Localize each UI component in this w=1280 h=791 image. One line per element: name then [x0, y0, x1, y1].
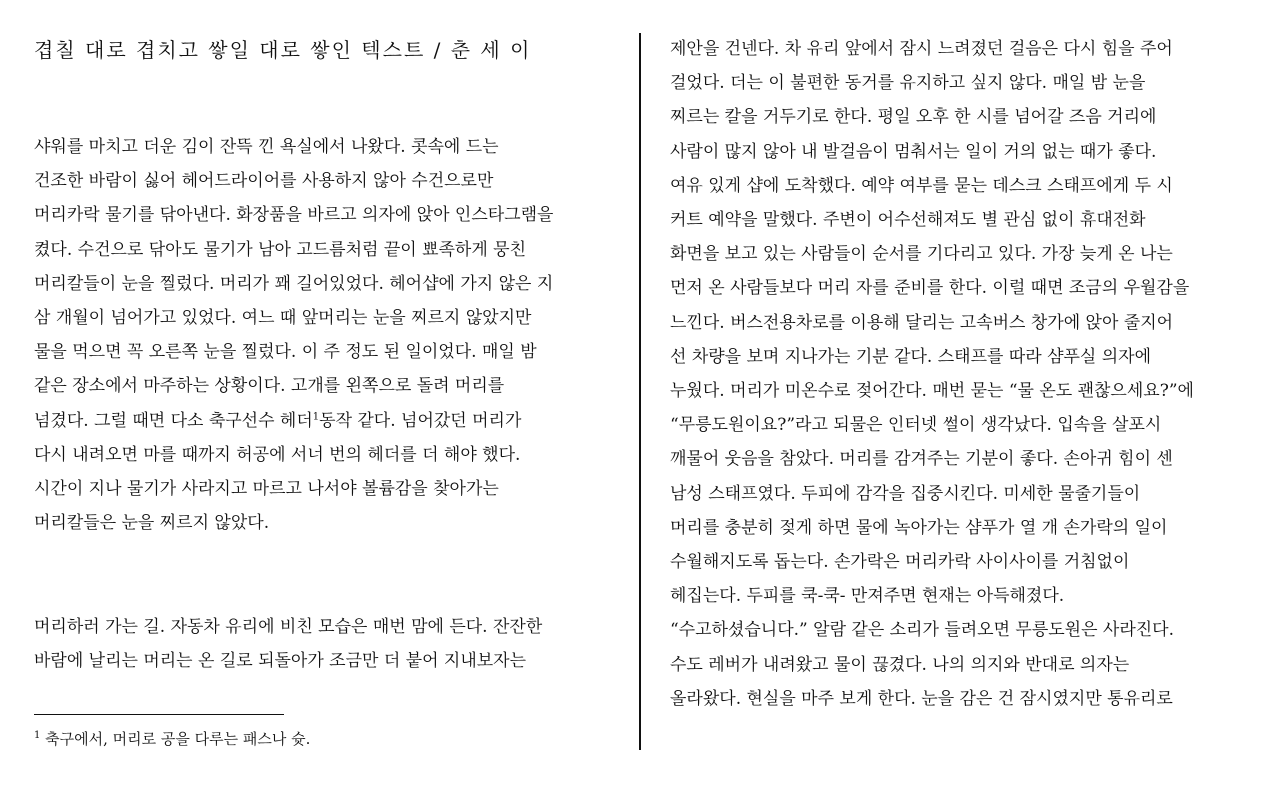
text-line: 머리카락 물기를 닦아낸다. 화장품을 바르고 의자에 앉아 인스타그램을: [34, 205, 554, 226]
text-segment: 넘겼다. 그럴 때면 다소 축구선수 헤더: [34, 410, 313, 431]
text-line: 화면을 보고 있는 사람들이 순서를 기다리고 있다. 가장 늦게 온 나는: [670, 244, 1173, 265]
footnote: [34, 728, 310, 749]
text-line: 같은 장소에서 마주하는 상황이다. 고개를 왼쪽으로 돌려 머리를: [34, 376, 505, 397]
text-line: 머리를 충분히 젖게 하면 물에 녹아가는 샴푸가 열 개 손가락의 일이: [670, 517, 1168, 538]
text-line: 사람이 많지 않아 내 발걸음이 멈춰서는 일이 거의 없는 때가 좋다.: [670, 141, 1157, 162]
text-line: 헤집는다. 두피를 쿡-쿡- 만져주면 현재는 아득해졌다.: [670, 586, 1065, 607]
text-line: 여유 있게 샵에 도착했다. 예약 여부를 묻는 데스크 스태프에게 두 시: [670, 175, 1173, 196]
text-line: 제안을 건넨다. 차 유리 앞에서 잠시 느려졌던 걸음은 다시 힘을 주어: [670, 39, 1173, 59]
text-line: 수도 레버가 내려왔고 물이 끊겼다. 나의 의지와 반대로 의자는: [670, 654, 1130, 675]
text-line: 올라왔다. 현실을 마주 보게 한다. 눈을 감은 건 잠시였지만 통유리로: [670, 688, 1173, 709]
text-line: 머리하러 가는 길. 자동차 유리에 비친 모습은 매번 맘에 든다. 잔잔한: [34, 617, 543, 637]
text-line: 남성 스태프였다. 두피에 감각을 집중시킨다. 미세한 물줄기들이: [670, 483, 1141, 504]
footnote-separator: [34, 714, 284, 715]
text-line: 다시 내려오면 마를 때까지 허공에 서너 번의 헤더를 더 해야 했다.: [34, 444, 521, 465]
text-line: 머리칼들은 눈을 찌르지 않았다.: [34, 513, 270, 534]
text-line: 머리칼들이 눈을 찔렀다. 머리가 꽤 길어있었다. 헤어샵에 가지 않은 지: [34, 273, 554, 294]
text-line: 시간이 지나 물기가 사라지고 마르고 나서야 볼륨감을 찾아가는: [34, 479, 499, 500]
text-line: 샤워를 마치고 더운 김이 잔뜩 낀 욕실에서 나왔다. 콧속에 드는: [34, 137, 499, 157]
text-segment: 동작 같다. 넘어갔던 머리가: [319, 410, 522, 431]
text-line: 깨물어 웃음을 참았다. 머리를 감겨주는 기분이 좋다. 손아귀 힘이 센: [670, 449, 1173, 470]
text-line: 건조한 바람이 싫어 헤어드라이어를 사용하지 않아 수건으로만: [34, 171, 494, 192]
text-line: 수월해지도록 돕는다. 손가락은 머리카락 사이사이를 거침없이: [670, 552, 1130, 573]
text-line: 켰다. 수건으로 닦아도 물기가 남아 고드름처럼 끝이 뾰족하게 뭉친: [34, 239, 527, 260]
text-line-with-footnote: [34, 404, 608, 438]
text-line: “수고하셨습니다.” 알람 같은 소리가 들려오면 무릉도원은 사라진다.: [670, 620, 1175, 641]
paragraph-1: [34, 130, 608, 540]
footnote-reference: 1: [312, 410, 320, 422]
page-title: 겹칠 대로 겹치고 쌓일 대로 쌓인 텍스트 / 춘 세 이: [34, 38, 532, 62]
text-line: 선 차량을 보며 지나가는 기분 같다. 스태프를 따라 샴푸실 의자에: [670, 346, 1152, 367]
text-line: 걸었다. 더는 이 불편한 동거를 유지하고 싶지 않다. 매일 밤 눈을: [670, 73, 1146, 94]
text-line: 찌르는 칼을 거두기로 한다. 평일 오후 한 시를 넘어갈 즈음 거리에: [670, 107, 1157, 128]
text-line: 바람에 날리는 머리는 온 길로 되돌아가 조금만 더 붙어 지내보자는: [34, 651, 527, 672]
footnote-number: 1: [34, 730, 41, 741]
text-line: 물을 먹으면 꼭 오른쪽 눈을 찔렀다. 이 주 정도 된 일이었다. 매일 밤: [34, 342, 537, 363]
text-line: 누웠다. 머리가 미온수로 젖어간다. 매번 묻는 “물 온도 괜찮으세요?”에: [670, 381, 1194, 402]
footnote-text: 축구에서, 머리로 공을 다루는 패스나 슛.: [40, 730, 311, 748]
text-line: 삼 개월이 넘어가고 있었다. 여느 때 앞머리는 눈을 찌르지 않았지만: [34, 308, 532, 329]
paragraph-2: [34, 610, 608, 678]
text-line: 먼저 온 사람들보다 머리 자를 준비를 한다. 이럴 때면 조금의 우월감을: [670, 278, 1190, 299]
text-line: 느낀다. 버스전용차로를 이용해 달리는 고속버스 창가에 앉아 줄지어: [670, 312, 1174, 333]
text-line: “무릉도원이요?”라고 되물은 인터넷 썰이 생각났다. 입속을 살포시: [670, 415, 1162, 436]
column-divider: [639, 33, 641, 750]
right-column-paragraph: [670, 32, 1244, 716]
text-line: 커트 예약을 말했다. 주변이 어수선해져도 별 관심 없이 휴대전화: [670, 210, 1146, 231]
